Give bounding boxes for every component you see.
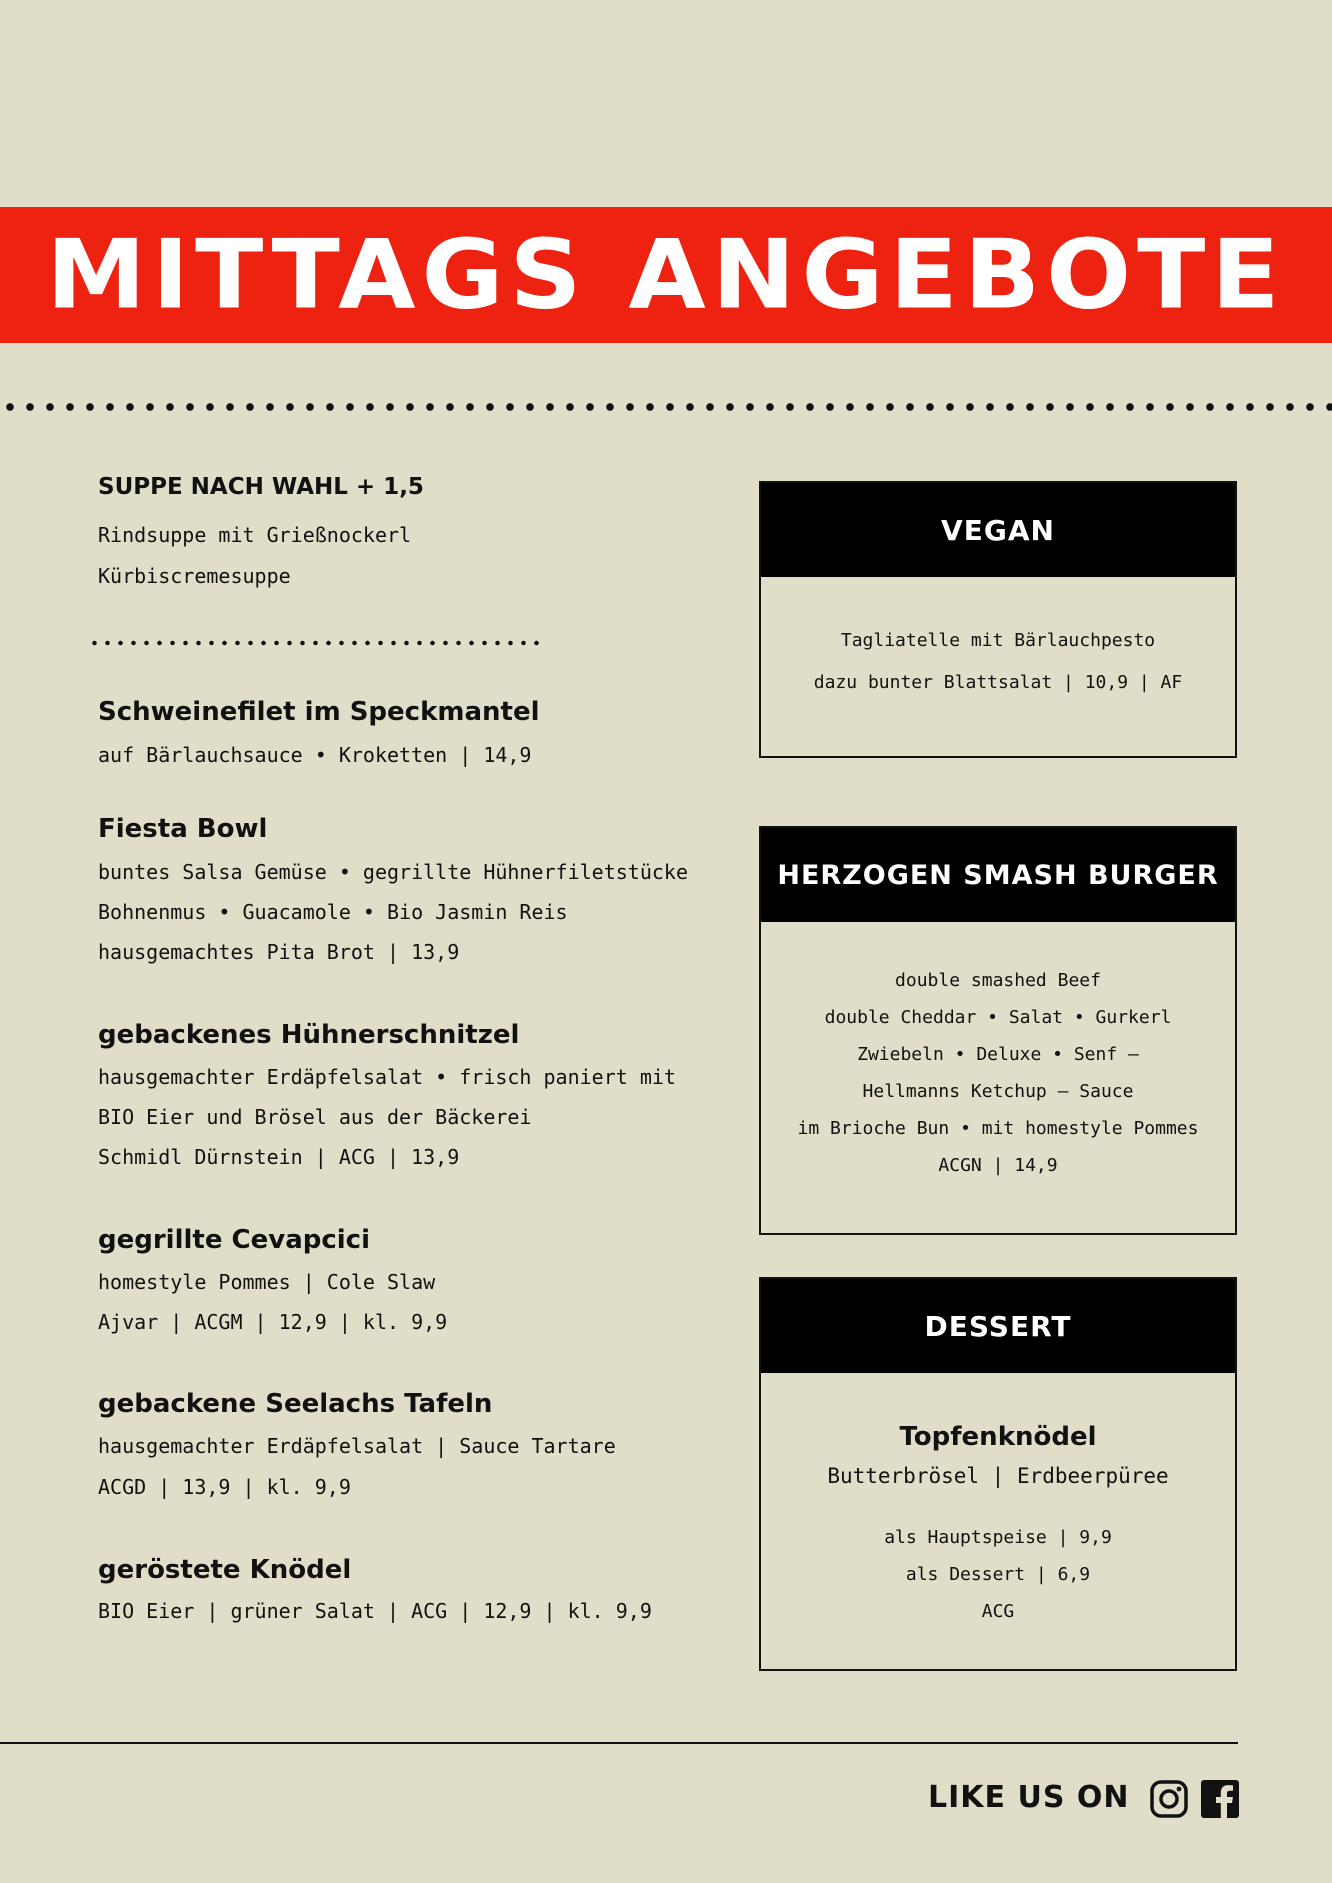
dish-line: BIO Eier | grüner Salat | ACG | 12,9 | kl. 9,9 — [98, 1599, 652, 1623]
dish-title: geröstete Knödel — [98, 1555, 352, 1585]
dish-line: Ajvar | ACGM | 12,9 | kl. 9,9 — [98, 1310, 448, 1334]
dish-line: hausgemachter Erdäpfelsalat | Sauce Tartare — [98, 1434, 616, 1458]
dessert-lead: Butterbrösel | Erdbeerpüree — [827, 1464, 1169, 1488]
page-title: MITTAGS ANGEBOTE — [46, 218, 1286, 331]
instagram-icon[interactable] — [1150, 1780, 1188, 1818]
dessert-line: als Dessert | 6,9 — [905, 1564, 1091, 1585]
vegan-title: VEGAN — [761, 483, 1235, 577]
dish-title: gebackenes Hühnerschnitzel — [98, 1020, 520, 1050]
burger-line: Hellmanns Ketchup – Sauce — [862, 1081, 1134, 1102]
dessert-line: als Hauptspeise | 9,9 — [884, 1527, 1112, 1548]
burger-line: Zwiebeln • Deluxe • Senf – — [857, 1044, 1139, 1065]
dessert-line: ACG — [981, 1601, 1015, 1622]
dish-line: BIO Eier und Brösel aus der Bäckerei — [98, 1105, 532, 1129]
dessert-title: DESSERT — [761, 1279, 1235, 1373]
dish-title: Fiesta Bowl — [98, 814, 268, 844]
footer-divider — [0, 1742, 1238, 1744]
dish-line: ACGD | 13,9 | kl. 9,9 — [98, 1475, 351, 1499]
dish-line: hausgemachtes Pita Brot | 13,9 — [98, 940, 460, 964]
dotted-divider-short — [88, 638, 540, 648]
dish-line: Schmidl Dürnstein | ACG | 13,9 — [98, 1145, 460, 1169]
dish-title: gebackene Seelachs Tafeln — [98, 1389, 493, 1419]
burger-line: ACGN | 14,9 — [938, 1155, 1058, 1176]
soup-title: SUPPE NACH WAHL + 1,5 — [98, 474, 424, 500]
dish-line: auf Bärlauchsauce • Kroketten | 14,9 — [98, 743, 532, 767]
facebook-icon[interactable] — [1201, 1780, 1239, 1818]
title-banner — [0, 207, 1332, 343]
burger-line: double Cheddar • Salat • Gurkerl — [824, 1007, 1172, 1028]
burger-box — [759, 826, 1237, 1235]
burger-title: HERZOGEN SMASH BURGER — [761, 828, 1235, 922]
dessert-box — [759, 1277, 1237, 1671]
soup-option: Rindsuppe mit Grießnockerl — [98, 523, 412, 547]
dessert-subtitle: Topfenknödel — [899, 1422, 1097, 1452]
dish-line: buntes Salsa Gemüse • gegrillte Hühnerfiletstücke — [98, 860, 689, 884]
dotted-divider — [0, 400, 1332, 414]
dish-line: Bohnenmus • Guacamole • Bio Jasmin Reis — [98, 900, 568, 924]
soup-option: Kürbiscremesuppe — [98, 564, 291, 588]
dish-line: homestyle Pommes | Cole Slaw — [98, 1270, 436, 1294]
dish-title: gegrillte Cevapcici — [98, 1225, 370, 1255]
burger-line: im Brioche Bun • mit homestyle Pommes — [797, 1118, 1199, 1139]
dish-line: hausgemachter Erdäpfelsalat • frisch paniert mit — [98, 1065, 676, 1089]
footer-text: LIKE US ON — [928, 1780, 1130, 1815]
vegan-line: Tagliatelle mit Bärlauchpesto — [840, 630, 1156, 651]
dish-title: Schweinefilet im Speckmantel — [98, 697, 540, 727]
burger-line: double smashed Beef — [895, 970, 1101, 991]
vegan-line: dazu bunter Blattsalat | 10,9 | AF — [813, 672, 1183, 693]
vegan-box — [759, 481, 1237, 758]
